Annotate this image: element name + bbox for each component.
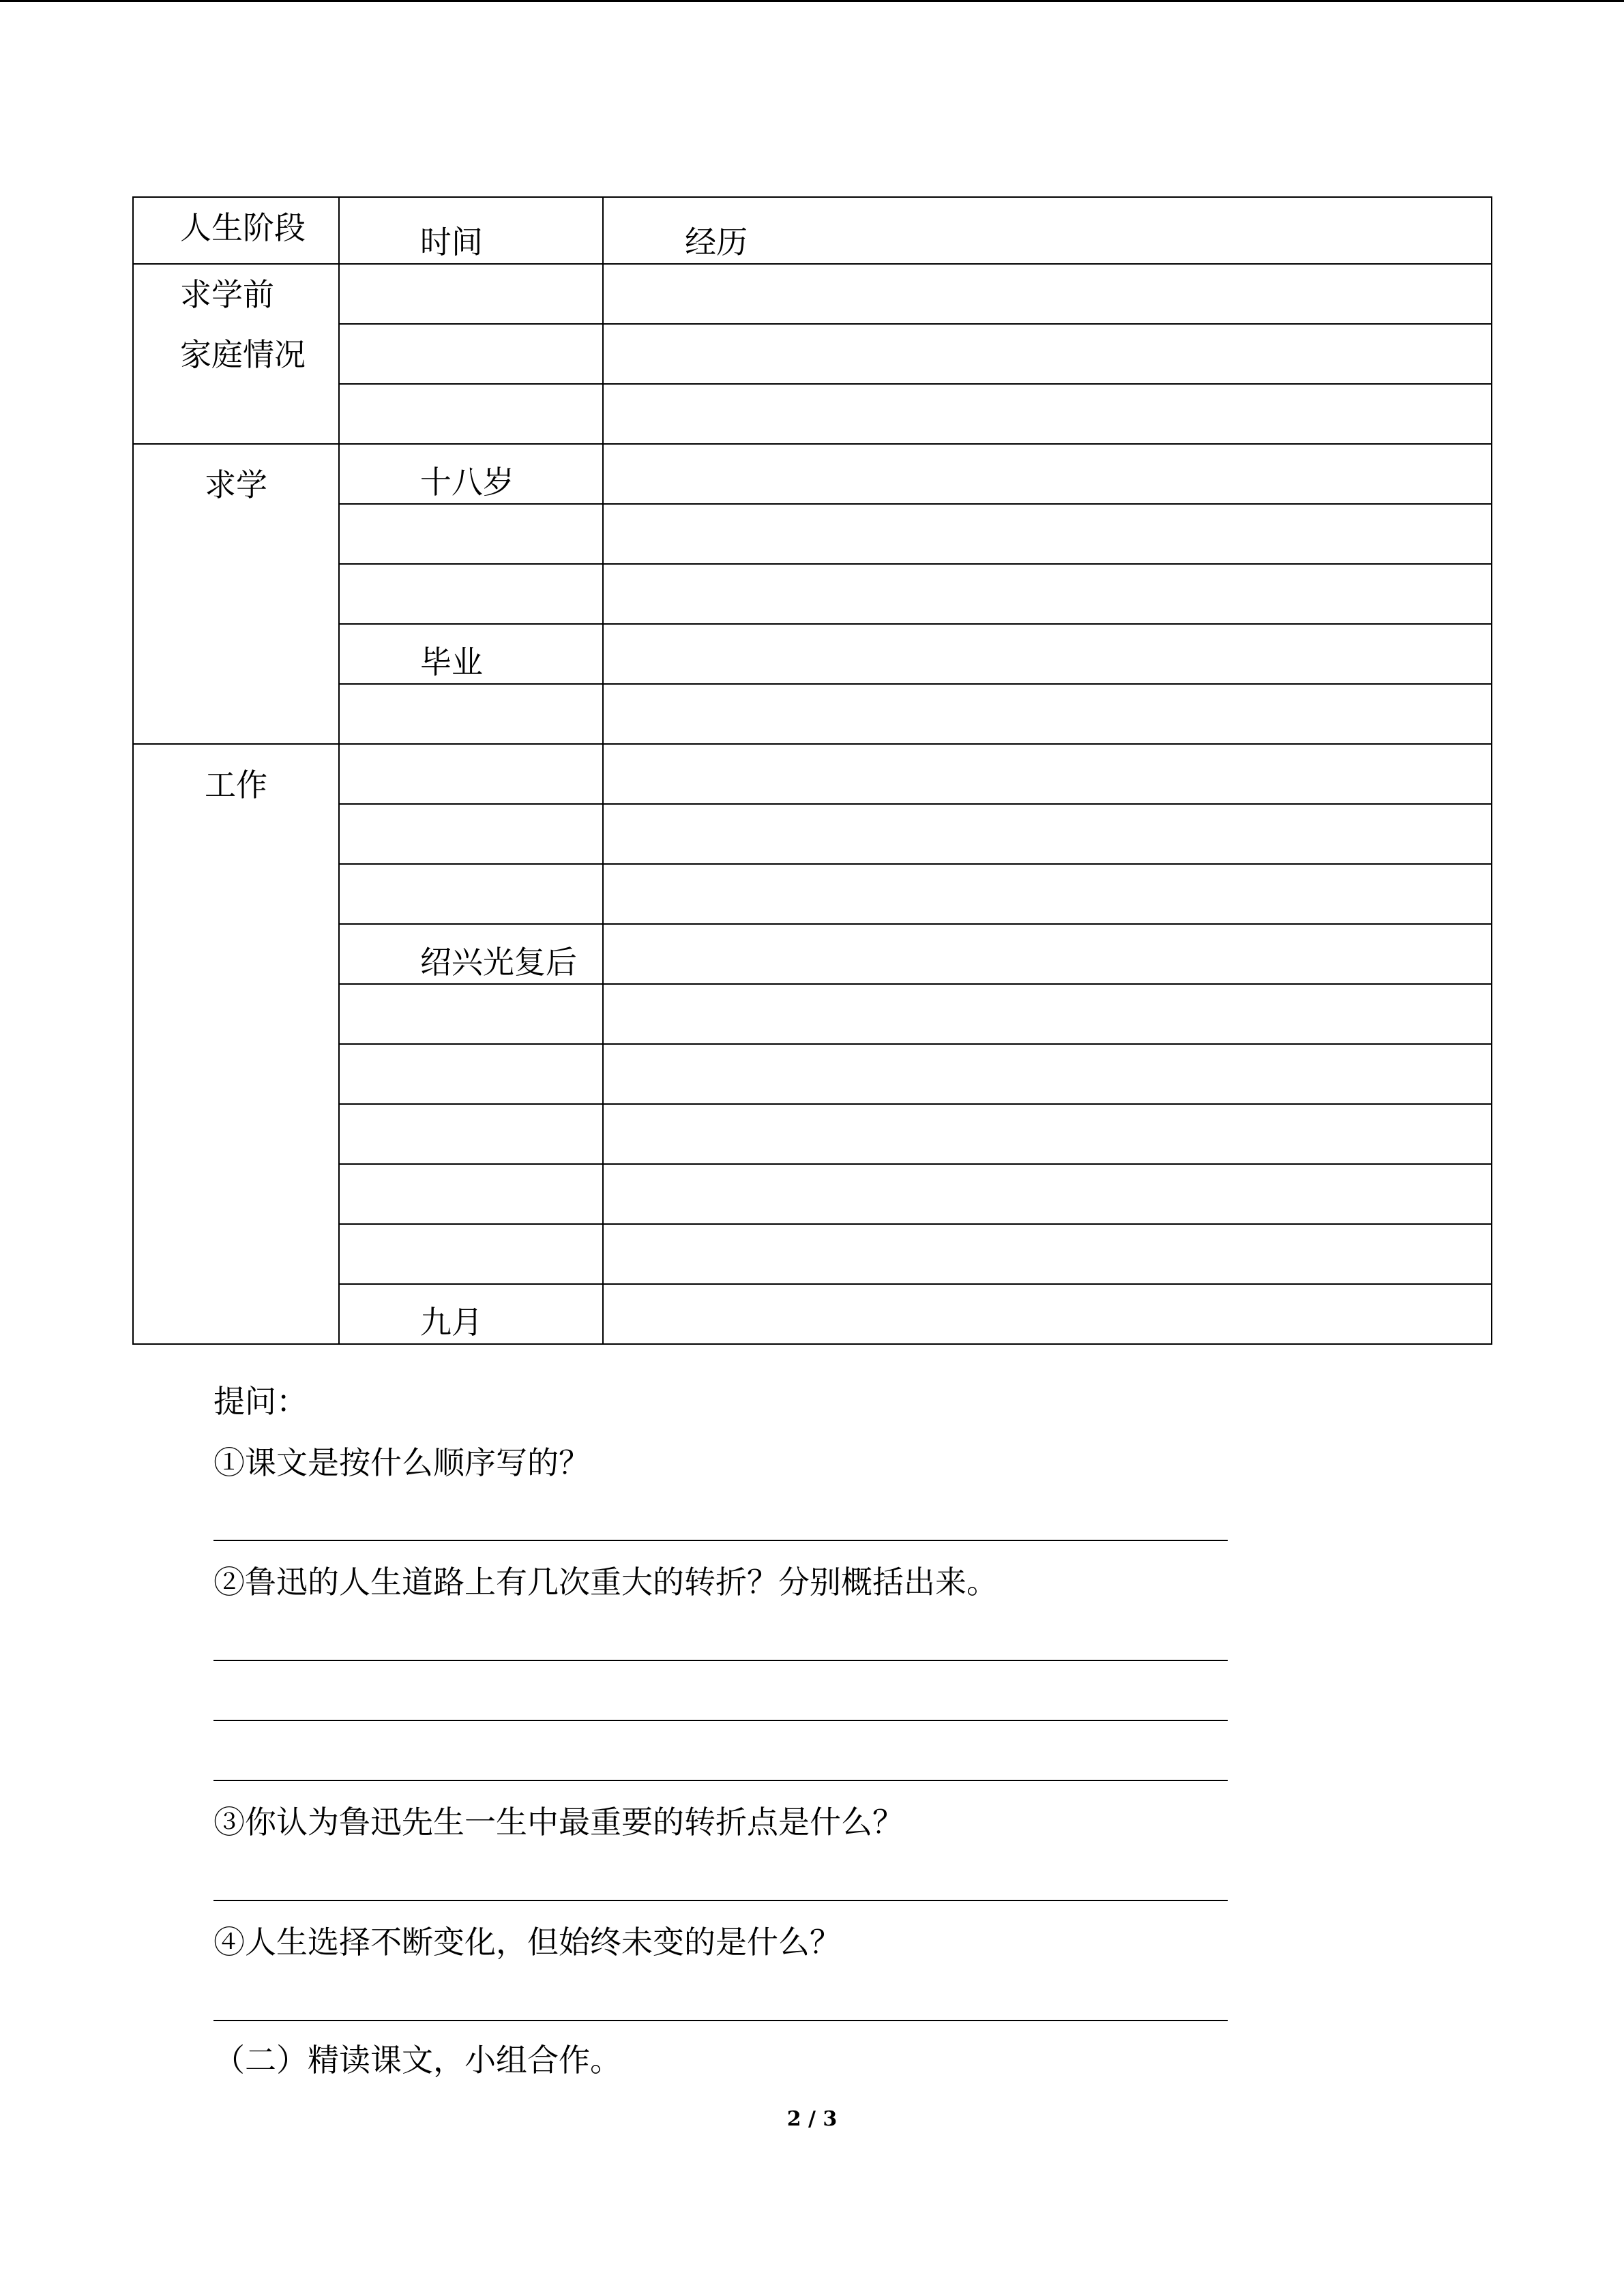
- experience-cell[interactable]: [603, 324, 1492, 384]
- time-cell[interactable]: [339, 324, 603, 384]
- time-cell[interactable]: [339, 1224, 603, 1284]
- time-cell[interactable]: [339, 564, 603, 624]
- table-row: [133, 444, 1492, 504]
- answer-line-q2-3[interactable]: [213, 1780, 1228, 1781]
- experience-cell[interactable]: [603, 1044, 1492, 1104]
- answer-line-q2-1[interactable]: [213, 1660, 1228, 1661]
- time-cell[interactable]: [339, 984, 603, 1044]
- experience-cell[interactable]: [603, 744, 1492, 804]
- time-cell[interactable]: 绍兴光复后: [339, 924, 603, 984]
- page-top-border: [0, 0, 1624, 2]
- table-header-row: [133, 197, 1492, 264]
- header-stage: 人生阶段: [133, 197, 339, 264]
- stage-cell-work: 工作: [133, 744, 339, 1344]
- answer-line-q2-2[interactable]: [213, 1720, 1228, 1721]
- time-cell[interactable]: 十八岁: [339, 444, 603, 504]
- experience-cell[interactable]: [603, 804, 1492, 864]
- table-row: [133, 744, 1492, 804]
- header-time: 时间: [339, 197, 603, 264]
- question-1: ①课文是按什么顺序写的？: [213, 1444, 590, 1481]
- experience-cell[interactable]: [603, 984, 1492, 1044]
- question-2: ②鲁迅的人生道路上有几次重大的转折？分别概括出来。: [213, 1564, 998, 1600]
- table-row: [133, 264, 1492, 324]
- time-cell[interactable]: [339, 804, 603, 864]
- page-number: 2 / 3: [786, 2107, 838, 2131]
- question-4: ④人生选择不断变化，但始终未变的是什么？: [213, 1924, 841, 1960]
- experience-cell[interactable]: [603, 264, 1492, 324]
- experience-cell[interactable]: [603, 504, 1492, 564]
- experience-cell[interactable]: [603, 1104, 1492, 1164]
- time-cell[interactable]: [339, 684, 603, 744]
- time-cell[interactable]: [339, 864, 603, 924]
- time-cell[interactable]: [339, 1164, 603, 1224]
- time-cell[interactable]: [339, 504, 603, 564]
- life-stages-table: [132, 196, 1492, 1345]
- experience-cell[interactable]: [603, 924, 1492, 984]
- time-cell[interactable]: [339, 1104, 603, 1164]
- time-cell[interactable]: [339, 264, 603, 324]
- stage-cell-before-study: 求学前 家庭情况: [133, 264, 339, 444]
- time-cell[interactable]: 九月: [339, 1284, 603, 1344]
- experience-cell[interactable]: [603, 444, 1492, 504]
- experience-cell[interactable]: [603, 624, 1492, 684]
- answer-line-q3[interactable]: [213, 1900, 1228, 1901]
- experience-cell[interactable]: [603, 1284, 1492, 1344]
- experience-cell[interactable]: [603, 384, 1492, 444]
- time-cell[interactable]: [339, 744, 603, 804]
- time-cell[interactable]: [339, 384, 603, 444]
- experience-cell[interactable]: [603, 864, 1492, 924]
- stage-cell-study: 求学: [133, 444, 339, 744]
- section-two-heading: （二）精读课文，小组合作。: [213, 2042, 621, 2078]
- answer-line-q4[interactable]: [213, 2020, 1228, 2021]
- time-cell[interactable]: [339, 1044, 603, 1104]
- header-experience: 经历: [603, 197, 1492, 264]
- experience-cell[interactable]: [603, 564, 1492, 624]
- experience-cell[interactable]: [603, 684, 1492, 744]
- question-3: ③你认为鲁迅先生一生中最重要的转折点是什么？: [213, 1804, 904, 1840]
- time-cell[interactable]: 毕业: [339, 624, 603, 684]
- experience-cell[interactable]: [603, 1224, 1492, 1284]
- experience-cell[interactable]: [603, 1164, 1492, 1224]
- questions-intro: 提问：: [213, 1383, 308, 1420]
- answer-line-q1[interactable]: [213, 1540, 1228, 1541]
